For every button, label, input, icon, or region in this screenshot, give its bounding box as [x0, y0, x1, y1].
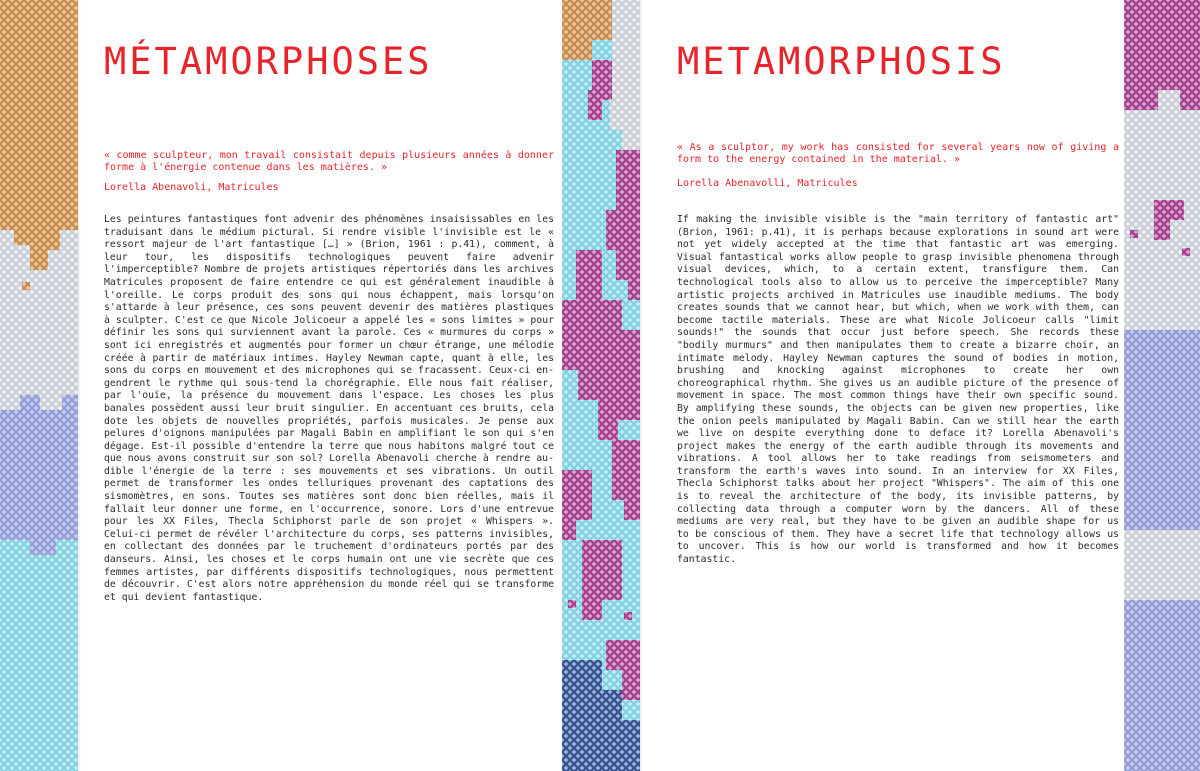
left-page: [78, 0, 562, 771]
right-stitch-strip: [1124, 0, 1200, 771]
left-stitch-strip: [0, 0, 78, 771]
right-stitch-pattern: [1124, 0, 1200, 771]
right-page-quote-author: Lorella Abenavolli, Matricules: [677, 178, 858, 189]
center-stitch-pattern: [562, 0, 640, 771]
left-page-body: Les peintures fantastiques font advenir des phénomènes insaisissables en les traduisant dans le médium pictural. Si rendre visible l'invisible est le « ressort majeur de l'art fantastique […] » (Brion, 1961 : p.41), comment, à leur tour, les dispositifs technologiques peuvent faire advenir l'imperceptible? Nombre de projets artistiques répertoriés dans les archives Matricules proposent de faire entendre ce qui est généralement inaudible à l'oreille. Le corps produit des sons qui nous échappent, mais lorsqu'on s'attarde à leur présence, ces sons peuvent devenir des matières plastiques à sculpter. C'est ce que Nicole Jolicoeur a appelé les « sons limites » pour définir les sons qui surviennent avant la parole. Ces « murmures du corps » sont ici enregistrés et augmentés pour former un chœur étrange, une mélodie créée à partir de matériaux intimes. Hayley Newman capte, quant à elle, les sons du corps en mouvement et des microphones qui se fracassent. Ceux-ci engendrent le rythme qui sous-tend la chorégraphie. Elle nous fait réaliser, par l'ouïe, la présence du mouvement dans l'espace. Les choses les plus banales possèdent aussi leur bruit singulier. En accentuant ces bruits, cela dote les objets de nouvelles propriétés, parfois musicales. Je pense aux pelures d'oignons manipulées par Magali Babin en amplifiant le son qui s'en dégage. Est-il possible d'entendre la terre que nous habitons malgré tout ce que nous avons construit sur son sol? Lorella Abenavoli cherche à rendre audible l'énergie de la terre : ses mouvements et ses vibrations. Un outil permet de transformer les ondes telluriques provenant des captations des sismomètres, en sons. Toutes ses matières sont donc bien réelles, mais il fallait leur donner une forme, en l'occurrence, sonore. Lors d'une entrevue pour les XX Files, Thecla Schiphorst parle de son projet « Whispers ». Celui-ci permet de révéler l'architecture du corps, ses patterns invisibles, en collectant des données par le truchement d'ordinateurs portés par des danseurs. Ainsi, les choses et le corps humain ont une vie secrète que ces femmes artistes, par différents dispositifs technologiques, nous permettent de découvrir. C'est alors notre appréhension du monde réel qui se transforme et qui devient fantastique.: [104, 214, 554, 603]
left-stitch-pattern: [0, 0, 78, 771]
right-page-body: If making the invisible visible is the "main territory of fantastic art" (Brion, 1961: p.41), it is perhaps because explorations in sound art were not yet widely accepted at the time that fantastic art was emerging. Visual fantastical works allow people to grasp invisible phenomena through visual devices, which, to a certain extent, transfigure them. Can technological tools also to allow us to perceive the imperceptible? Many artistic projects archived in Matricules use inaudible mediums. The body creates sounds that we cannot hear, but which, when we work with them, can become tactile materials. These are what Nicole Jolicoeur calls "limit sounds!" the sounds that occur just before speech. She records these "bodily murmurs" and then manipulates them to create a bizarre choir, an intimate melody. Hayley Newman captures the sound of bodies in motion, brushing and knocking against microphones to create her own choreographical rhythm. She gives us an audible picture of the presence of movement in space. The most common things have their own specific sound. By amplifying these sounds, the objects can be given new properties, like the onion peels manipulated by Magali Babin. Can we still hear the earth we live on despite everything done to deface it? Lorella Abenavoli's project makes the energy of the earth audible through its movements and vibrations. A tool allows her to take readings from seismometers and transform the earth's waves into sound. In an interview for XX Files, Thecla Schiphorst talks about her project "Whispers". The aim of this one is to reveal the architecture of the body, its invisible patterns, by collecting data through a computer worn by the dancers. All of these mediums are very real, but they have to be given an audible shape for us to be conscious of them. They have a secret life that technology allows us to uncover. This is how our world is transformed and how it becomes fantastic.: [677, 214, 1119, 566]
right-page-quote: « As a sculptor, my work has consisted for several years now of giving a form to the energy contained in the material. »: [677, 142, 1119, 165]
right-page-title: METAMORPHOSIS: [677, 40, 1006, 83]
left-page-title: MÉTAMORPHOSES: [104, 40, 433, 83]
right-page-edge: [640, 0, 643, 771]
center-stitch-strip: [562, 0, 640, 771]
right-page: [640, 0, 1124, 771]
left-page-quote-author: Lorella Abenavoli, Matricules: [104, 182, 279, 193]
left-page-quote: « comme sculpteur, mon travail consistait depuis plusieurs années à donner forme à l'énergie contenue dans les matières. »: [104, 150, 554, 173]
left-page-edge: [78, 0, 81, 771]
